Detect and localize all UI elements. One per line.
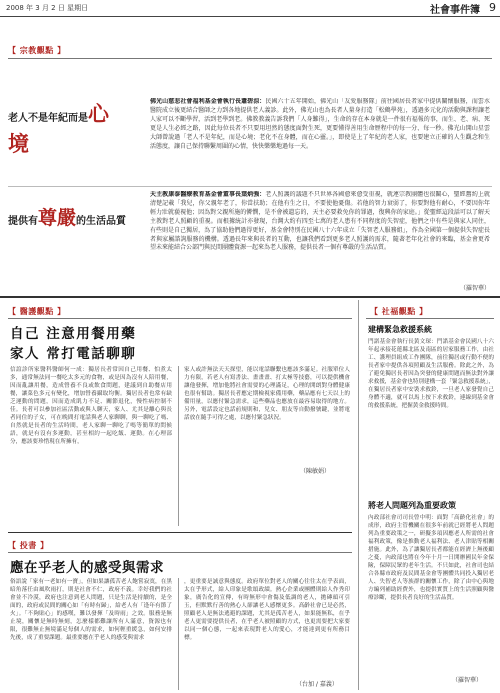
- headline-tail: 的生活品質: [76, 216, 127, 227]
- medical-title-line-2: 家人 常打電話聊聊: [10, 346, 137, 362]
- page-number: 9: [489, 1, 496, 14]
- medical-section-tag: 【 醫護觀點 】: [8, 307, 66, 316]
- religion-headline-2: [8, 203, 128, 230]
- religion-article-2: [150, 191, 490, 282]
- section-divider: [8, 532, 352, 533]
- section-divider: [8, 552, 352, 553]
- article-byline: （陳敏娟）: [300, 468, 331, 475]
- commentary-title: 應在乎老人的感受與需求: [10, 560, 164, 576]
- social-article-1: 門諾基金會執行長黃文琛：門諾基金會民國八十六年起承接花蓮縣北區及南區的居家服務工作，由社工、護理員組成工作團隊，前往獨居或行動不便的長者家中提供各項照顧及生活服務。除此之外，為了避免獨居長者因為突發的健康問題而無法對外讓求救援，基金會也特別建構一套「緊急救援系統」，在獨居長者家中安裝求救鈴，一旦老人家發覺自己身體不適，就可以馬上按下求救鈴，連線到基金會的救援系統，把握黃金救援時間。: [368, 339, 494, 409]
- social-article-2: 內政部社會司司長曾中明：面對「高齡化社會」的成形，政府主管機關在很多年前就已經將老人問題列為重要政策之一，研擬多項因應老人所需的社會福利政策，像是推動老人福利法、老人津貼等相關措施。此外，為了讓獨居長者都能在經濟上無後顧之憂，內政部也將在今年十月一日開辦國民年金保險，保障民眾的老年生活。不只如此，社會司也結合各縣市政府及民間基金會等團體共同投入獨居老人、失智老人等族群的關懷工作，除了由中心與地方編列補助經費外，也提供實質上的生活照顧與醫療診斷，提供長者良好的生活品質。: [368, 515, 494, 601]
- issue-date: 2008 年 3 月 2 日 星期日: [6, 4, 89, 12]
- article-lead: 佛光山慈悲社會福利基金會執行長蕭碧涼：: [150, 98, 266, 105]
- section-break: [0, 296, 500, 298]
- article-body: 民國六十五年開始，佛光山「友愛服務隊」前往國居長者家中提供關懷服務，而雲水醫院成立後更結合醫師之力到各地提供老人義診。此外，佛光山也為長者人量身打造「松鶴學苑」，透過多元化的活動與課程讓老人家可以不斷學習，活到老學到老。佛教教義告訴我們「人身難得」，生命的存在本身就是一件很有福報的事，而生、老、病、死更是人生必經之路，因此每位長者不只要用坦然的態度面對生死，更要懂得善用生命歷程中的每一分、每一秒。佛光山開山星雲大師曾說過「老人不是年紀，而是心境；老化不在身體，而在心靈。」，即使是上了年紀的老人家，也要建立正確的人生觀念和生活態度，讓自己保持聯繫周圍的心情，快快樂樂地過每一天。: [150, 98, 490, 150]
- headline-emphasis: 尊嚴: [38, 207, 77, 229]
- medical-column-1: 信誼診所家醫科醫師何一成：獨居長者常因自己用餐、怕煮太多，通常無法同一餐吃太多元的食物，或是因為沒有人陪用餐，因而亂讓用餐，造成營養不良或飲食問題，建議到自助餐店用餐，讓菜色多元有變化，增加營養攝取均衡。獨居長者也常有缺乏運動的問題，因而造成肌力不足、關節退化，慢性病控制不佳。長者可以參加社區活動或與人聊天，家人、尤其是離心與長者同住的子女，可在晚間打電話與老人家聊聊，與一聊吃了嗎、自然就是長者的生活時間，老人家聊一聊吃了嗎等簡單的問候語，就是有沒有多運動，甚至相約一起吃飯、運動。在心理部分，應該要珍惜現在所擁有，: [10, 367, 172, 445]
- social-title-1: 建構緊急救援系統: [368, 325, 432, 334]
- article-body: 老人照護的議題不只世界各國愈來愈受重視，就連宗教團體也很關心，聖經舊約上就清楚記載「我兒，你父親年老了，你當扶助；在他有生之日，不要使他憂傷。若他的智力衰弱了，你要對他有耐心，不要因你年輕力壯就藐視他；因為對父親所施的憐憫，是不會被遺忘的，天主必要救免你的罪過，復興你的家庭。」從聖經這段話可以了解天主教對老人照顧的重視。而根據統計亦發現，台灣大約有四至七萬的老人患有不同程度的失智症，他們之中有些是與家人同住，有些則是自己獨居，為了協助他們過得更好，基金會特別在民國八十六年成立「失智老人服務組」，作為全國第一個提供失智症長者與家屬諮詢服務的機構。透過長年來與長者的互動，也讓我們看到更多老人照護的需求，隨著老年化社會的來臨，基金會更希望未來能結合公部門與民間團體資源一起來為老人服務，提供長者一個有尊嚴的生活品質。: [150, 191, 490, 252]
- section-divider: [366, 318, 494, 319]
- column-divider: [178, 578, 179, 690]
- headline-emphasis: 心境: [8, 101, 109, 156]
- headline-lead: 老人不是年紀而是: [8, 113, 88, 124]
- column-divider: [178, 366, 179, 526]
- medical-title-line-1: 自己 注意用餐用藥: [10, 326, 137, 342]
- article-divider: [8, 186, 492, 187]
- section-divider: [8, 58, 492, 59]
- commentary-section-tag: 【 投書 】: [8, 541, 49, 550]
- commentary-column-2: ，更重要是誠意與態度。政府單位對老人的關心往往太在乎表面，太在乎形式，給人印象是歌頌政績。熱心企業或團體則給人作秀印象，廣告化的宣傳，有時無形中會傷及低調的老人，拋磚頭可引玉，但默默行善的熱心人卻讓老人感懷更多。高齡社會已是必然，照顧老人是無法逃避的課題，尤其是孤苦老人，如果能無私，在乎老人更需要提供長者，在乎老人被照顧的方式，也更需要把大家要以同一個心態，一起來表現對老人的愛心，才能達到更有所務目標。: [184, 579, 350, 641]
- article-byline: （羅智華）: [452, 677, 483, 684]
- medical-column-2: 家人或許無法天天探望，能以電話聯繫也應該多滿足。社服單位人力有限，若老人有寫書法、畫畫畫、打太極等技藝，可以提供機會讓他發揮，增加他將社會需要的心理滿足，心理的開朗對身體健康也很有幫助。獨居長者應定期檢視家備用藥，藥品應有七天以上的備用量，以應付緊急需求，這些藥品也應放在最容易取得的地方。另外，電話設定也話前規則和，兒女、朋友等自動撥號鍵，並將電話放在隨手可得之處，以應付緊急狀況。: [184, 367, 350, 421]
- article-byline: （羅智華）: [459, 285, 490, 292]
- article-byline: （台加 / 嘉義）: [296, 681, 338, 688]
- religion-headline-1: [8, 98, 128, 158]
- social-section-tag: 【 社福觀點 】: [370, 307, 428, 316]
- column-divider: [358, 300, 359, 690]
- religion-section-tag: 【 宗教觀點 】: [8, 46, 66, 55]
- page-header: [0, 0, 500, 17]
- headline-lead: 提供有: [8, 216, 38, 227]
- publication-name: 社會事件簿: [430, 5, 480, 16]
- commentary-column-1: 俗語說「家有一老如有一寶」，但如果讓孤苦老人飽嘗寂寞，在黑暗角落任由風吹雨打，則是社會不仁，政府不義。幸好我們的社會並不冷漠，政府也注意到老人問題，只是生活是持續的，是全面的，政府或民間的關心如「有時有歸」，給老人有「逢年有節了火」。「不夠貼心」的感嘆，難以發揮「及時雨」之效。服務是無止境，關懷是無時無刻，怎麼樣都難讓所有人滿意，資源也有限，很難無止無境滿足每個人的需求，如何輕重緩急，如何安排先後，成了重要課題。最重要應在乎老人的感受與需求: [10, 579, 172, 641]
- religion-article-1: [150, 98, 490, 180]
- section-divider: [8, 318, 352, 319]
- article-lead: 天主教康泰醫療教育基金會董事長葉炳強：: [150, 191, 266, 198]
- social-title-2: 將老人問題列為重要政策: [368, 501, 456, 510]
